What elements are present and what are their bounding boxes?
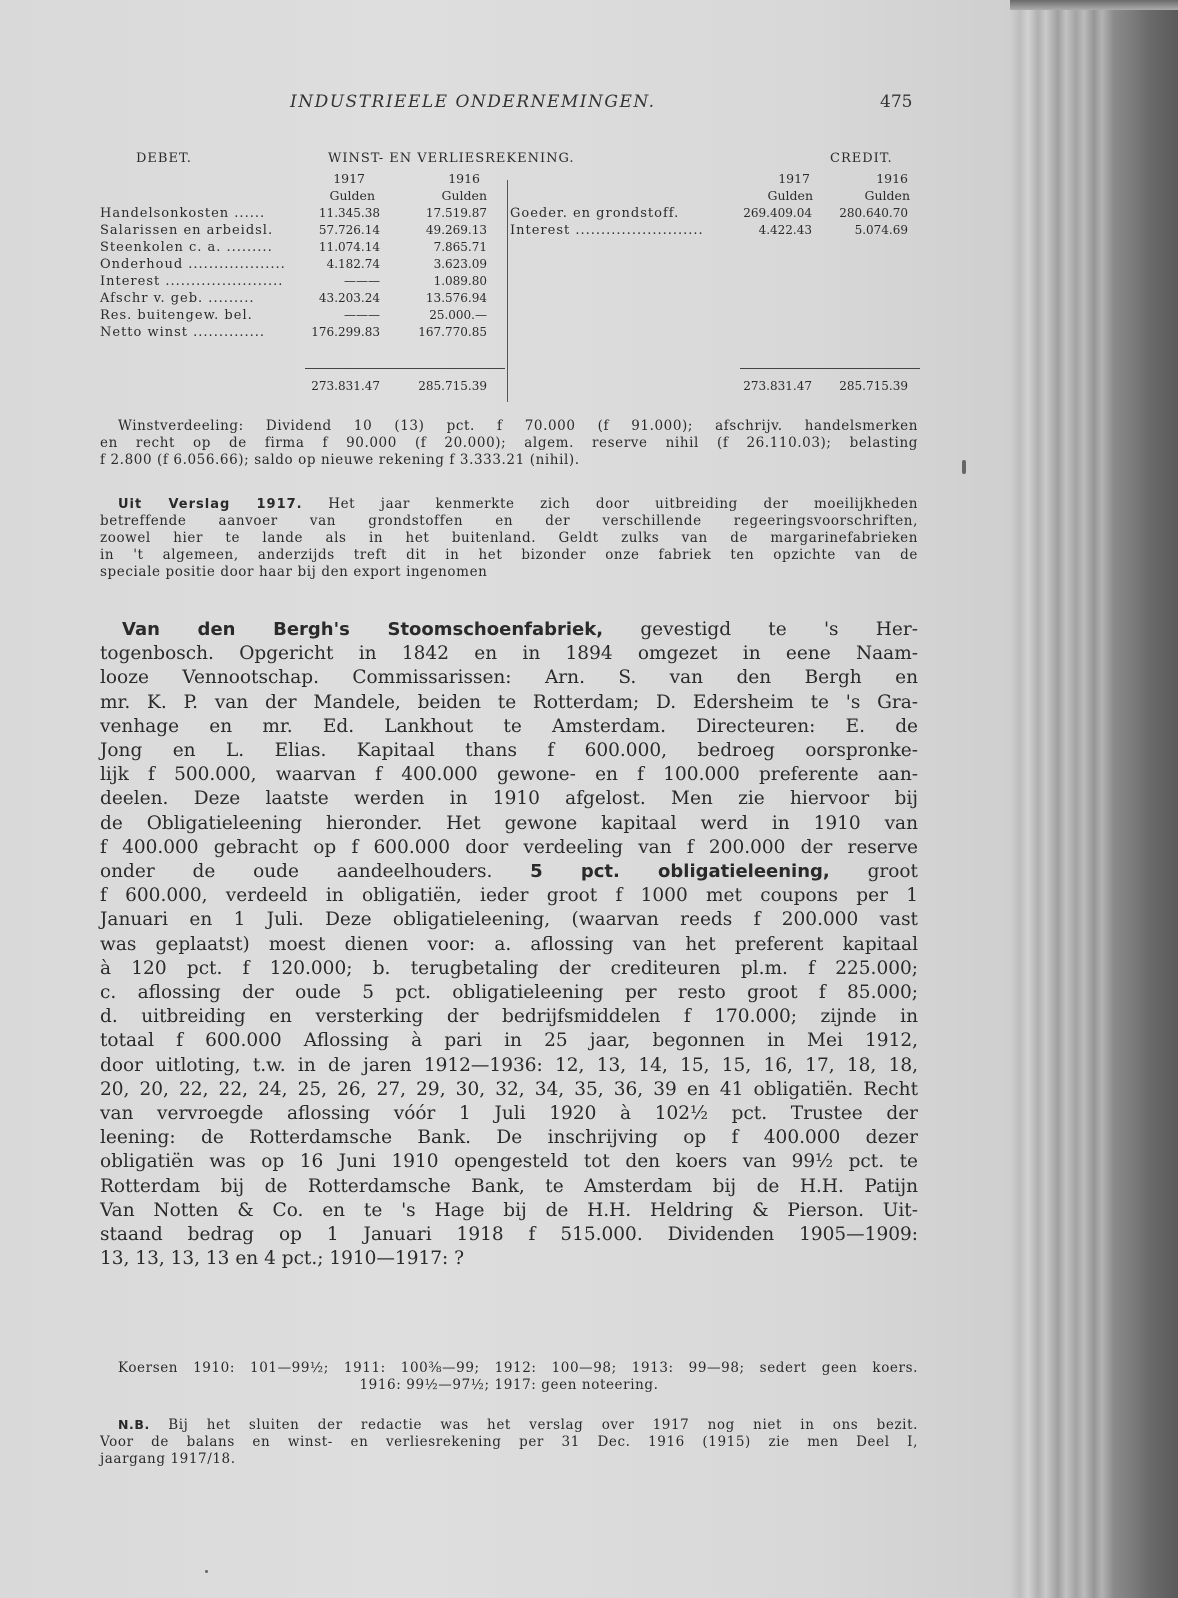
text-line: in 't algemeen, anderzijds treft dit in het bizonder onze fabriek ten opzichte van de: [100, 547, 918, 563]
text-line: door uitloting, t.w. in de jaren 1912—1936: 12, 13, 14, 15, 15, 16, 17, 18, 18,: [100, 1054, 918, 1076]
text-line: looze Vennootschap. Commissarissen: Arn. S. van den Bergh en: [100, 667, 918, 689]
value-1917: 57.726.14: [318, 223, 380, 237]
text-line: f 2.800 (f 6.056.66); saldo op nieuwe rekening f 3.333.21 (nihil).: [100, 452, 580, 468]
value-1916: 17.519.87: [425, 206, 487, 220]
debet-row: [100, 324, 920, 341]
credit-label: CREDIT.: [830, 151, 893, 166]
page-number: 475: [880, 92, 913, 112]
scan-speck: [205, 1570, 208, 1573]
row-label: Onderhoud ...................: [100, 257, 286, 272]
row-label: Interest .........................: [510, 223, 704, 238]
text-line: Het jaar kenmerkte zich door uitbreiding der moeilijkheden: [328, 496, 918, 512]
nb-label: N.B.: [118, 1417, 150, 1432]
text-line: deelen. Deze laatste werden in 1910 afgelost. Men zie hiervoor bij: [100, 788, 918, 810]
value-1917: 176.299.83: [311, 325, 380, 339]
text-line: venhage en mr. Ed. Lankhout te Amsterdam. Directeuren: E. de: [100, 715, 918, 737]
debet-row: [100, 290, 920, 307]
debet-sum-rule: [305, 368, 505, 369]
text-line: speciale positie door haar bij den export ingenomen: [100, 564, 488, 580]
credit-row: [100, 222, 920, 239]
verslag-paragraph: [100, 496, 918, 581]
book-page-edges: [1010, 10, 1178, 1598]
value-1916: 49.269.13: [425, 223, 487, 237]
row-label: Steenkolen c. a. .........: [100, 240, 273, 255]
row-label: Interest .......................: [100, 274, 284, 289]
company-entry: [100, 618, 918, 1271]
value-1916: 1.089.80: [433, 274, 487, 288]
text-line: Bij het sluiten der redactie was het verslag over 1917 nog niet in ons bezit.: [168, 1417, 918, 1433]
text-line: d. uitbreiding en versterking der bedrijfsmiddelen f 170.000; zijnde in: [100, 1006, 918, 1028]
text-line: Voor de balans en winst- en verliesrekening per 31 Dec. 1916 (1915) zie men Deel I,: [100, 1434, 918, 1450]
text-line: 20, 20, 22, 22, 24, 25, 26, 27, 29, 30, 32, 34, 35, 36, 39 en 41 obligatiën. Recht: [100, 1078, 918, 1100]
text-line: zoowel hier te lande als in het buitenland. Geldt zulks van de margarinefabrieken: [100, 530, 918, 546]
text-line: obligatiën was op 16 Juni 1910 opengesteld tot den koers van 99½ pct. te: [100, 1151, 918, 1173]
row-label: Res. buitengew. bel.: [100, 308, 253, 323]
debet-row: [100, 307, 920, 324]
scan-speck: [962, 460, 966, 474]
debet-row: [100, 273, 920, 290]
text-line: lijk f 500.000, waarvan f 400.000 gewone- en f 100.000 preferente aan-: [100, 764, 918, 786]
credit-currency-1916: Gulden: [864, 188, 910, 203]
debet-row: [100, 239, 920, 256]
debet-currency-1916: Gulden: [441, 188, 487, 203]
company-name: Van den Bergh's Stoomschoenfabriek,: [122, 619, 604, 640]
total-1917: 273.831.47: [311, 379, 380, 393]
value-1917: 11.345.38: [318, 206, 380, 220]
koersen-paragraph: [100, 1360, 918, 1394]
value-1916: 3.623.09: [433, 257, 487, 271]
text-line: onder de oude aandeelhouders.: [100, 861, 493, 883]
total-1916: 285.715.39: [839, 379, 908, 393]
text-line: togenbosch. Opgericht in 1842 en in 1894 omgezet in eene Naam-: [100, 643, 918, 665]
row-label: Afschr v. geb. .........: [100, 291, 255, 306]
value-1917: ———: [344, 274, 380, 288]
value-1916: 25.000.—: [429, 308, 487, 322]
row-label: Netto winst ..............: [100, 325, 266, 340]
text-line: f 600.000, verdeeld in obligatiën, ieder groot f 1000 met coupons per 1: [100, 885, 918, 907]
text-line: betreffende aanvoer van grondstoffen en der verschillende regeeringsvoorschriften,: [100, 513, 918, 529]
value-1916: 167.770.85: [418, 325, 487, 339]
text-line: Jong en L. Elias. Kapitaal thans f 600.000, bedroeg oorspronke-: [100, 740, 918, 762]
value-1916: 7.865.71: [433, 240, 487, 254]
obligatieleening-heading: 5 pct. obligatieleening,: [530, 861, 830, 883]
row-label: Goeder. en grondstoff.: [510, 206, 680, 221]
verslag-heading: Uit Verslag 1917.: [118, 497, 303, 512]
text-line: mr. K. P. van der Mandele, beiden te Rotterdam; D. Edersheim te 's Gra-: [100, 691, 918, 713]
text-line: de Obligatieleening hieronder. Het gewone kapitaal werd in 1910 van: [100, 812, 918, 834]
text-line: Winstverdeeling: Dividend 10 (13) pct. f 70.000 (f 91.000); afschrijv. handelsmerken: [118, 418, 918, 434]
value-1917: 11.074.14: [318, 240, 380, 254]
value-1917: 269.409.04: [743, 206, 812, 220]
value-1917: ———: [344, 308, 380, 322]
value-1917: 43.203.24: [318, 291, 380, 305]
value-1917: 4.182.74: [326, 257, 380, 271]
text-line: jaargang 1917/18.: [100, 1451, 236, 1467]
text-line: en recht op de firma f 90.000 (f 20.000); algem. reserve nihil (f 26.110.03); belasting: [100, 435, 918, 451]
debet-year-1916: 1916: [448, 171, 480, 186]
text-line: Rotterdam bij de Rotterdamsche Bank, te Amsterdam bij de H.H. Patijn: [100, 1175, 918, 1197]
text-line: 1916: 99½—97½; 1917: geen noteering.: [359, 1377, 659, 1393]
total-1917: 273.831.47: [743, 379, 812, 393]
debet-label: DEBET.: [136, 151, 192, 166]
nb-paragraph: [100, 1416, 918, 1468]
running-head-title: INDUSTRIEELE ONDERNEMINGEN.: [290, 92, 656, 112]
text-line: c. aflossing der oude 5 pct. obligatieleening per resto groot f 85.000;: [100, 982, 918, 1004]
text-line: Koersen 1910: 101—99½; 1911: 100⅜—99; 1912: 100—98; 1913: 99—98; sedert geen koers.: [118, 1360, 918, 1376]
value-1916: 13.576.94: [425, 291, 487, 305]
value-1917: 4.422.43: [758, 223, 812, 237]
credit-year-1917: 1917: [778, 171, 810, 186]
text-line: à 120 pct. f 120.000; b. terugbetaling der crediteuren pl.m. f 225.000;: [100, 957, 918, 979]
text-line: was geplaatst) moest dienen voor: a. aflossing van het preferent kapitaal: [100, 933, 918, 955]
text-line: totaal f 600.000 Aflossing à pari in 25 jaar, begonnen in Mei 1912,: [100, 1030, 918, 1052]
credit-row: [100, 205, 920, 222]
text-line: van vervroegde aflossing vóór 1 Juli 1920 à 102½ pct. Trustee der: [100, 1103, 918, 1125]
text-line: leening: de Rotterdamsche Bank. De inschrijving op f 400.000 dezer: [100, 1127, 918, 1149]
text-line: 13, 13, 13, 13 en 4 pct.; 1910—1917: ?: [100, 1248, 465, 1270]
winstverdeeling-paragraph: [100, 418, 918, 469]
text-line: staand bedrag op 1 Januari 1918 f 515.000. Dividenden 1905—1909:: [100, 1224, 918, 1246]
value-1916: 5.074.69: [854, 223, 908, 237]
debet-row: [100, 256, 920, 273]
credit-totals-row: [100, 378, 920, 395]
debet-year-1917: 1917: [333, 171, 365, 186]
text-line: groot: [867, 861, 918, 883]
text-line: Van Notten & Co. en te 's Hage bij de H.H. Heldring & Pierson. Uit-: [100, 1199, 918, 1221]
credit-currency-1917: Gulden: [767, 188, 813, 203]
debet-currency-1917: Gulden: [329, 188, 375, 203]
value-1916: 280.640.70: [839, 206, 908, 220]
credit-year-1916: 1916: [876, 171, 908, 186]
table-title: WINST- EN VERLIESREKENING.: [328, 151, 575, 166]
credit-sum-rule: [740, 368, 920, 369]
text-line: gevestigd te 's Her-: [640, 619, 918, 640]
total-1916: 285.715.39: [418, 379, 487, 393]
text-line: f 400.000 gebracht op f 600.000 door verdeeling van f 200.000 der reserve: [100, 836, 918, 858]
text-line: Januari en 1 Juli. Deze obligatieleening, (waarvan reeds f 200.000 vast: [100, 909, 918, 931]
row-label: Handelsonkosten ......: [100, 206, 266, 221]
row-label: Salarissen en arbeidsl.: [100, 223, 274, 238]
